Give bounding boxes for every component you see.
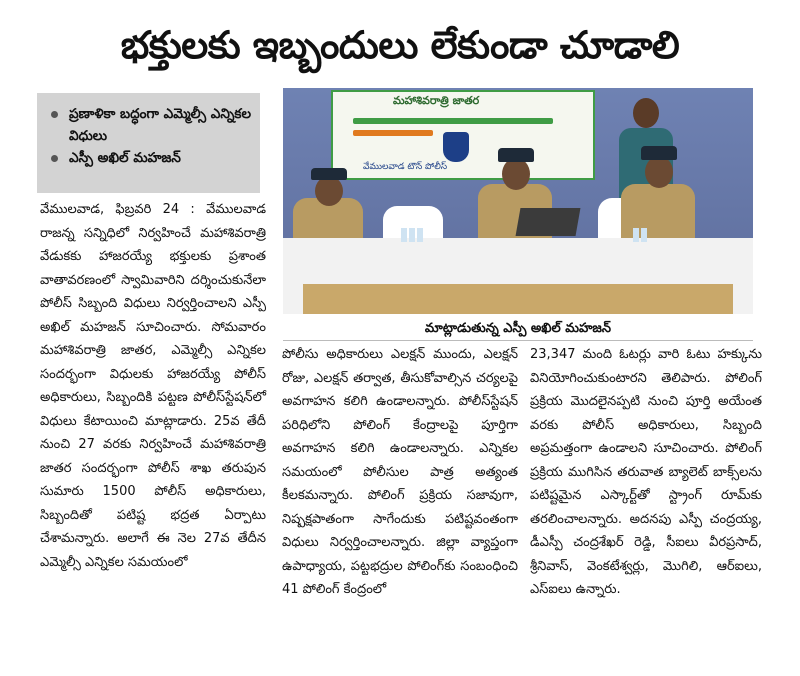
standing-person <box>633 98 659 128</box>
banner-subtext: వేములవాడ టౌన్ పోలీస్ <box>363 162 448 172</box>
water-bottle <box>401 228 407 242</box>
water-bottle <box>409 228 415 242</box>
banner-text: మహాశివరాత్రి జాతర <box>393 94 480 107</box>
article-text: వేములవాడ, ఫిబ్రవరి 24 : వేములవాడ రాజన్న సన్నిధిలో నిర్వహించే మహాశివరాత్రి వేడుకకు హాజరయ్యే భక్తులకు ప్రశాంత వాతావరణంలో స్వామివారిని దర్శించుకునేలా పోలీస్ సిబ్బంది విధులు నిర్వర్తించాలని ఎస్పీ అఖిల్ మహజన్ సూచించారు. సోమవారం మహాశివరాత్రి జాతర, ఎమ్మెల్సీ ఎన్నికల సందర్భంగా విధులకు హాజరయ్యే పోలీస్ అధికారులు, సిబ్బందికి పట్టణ పోలీస్‌స్టేషన్‌లో విధులు కేటాయించి మాట్లాడారు. 25వ తేదీ నుంచి 27 వరకు నిర్వహించే మహాశివరాత్రి జాతర సందర్భంగా పోలీస్ శాఖ తరుపున సుమారు 1500 పోలీస్ అధికారులు, సిబ్బందితో పటిష్ట భద్రత ఏర్పాటు చేశామన్నారు. అలాగే ఈ నెల 27వ తేదీన ఎమ్మెల్సీ ఎన్నికల సమయంలో <box>40 202 266 570</box>
summary-box <box>37 93 260 193</box>
banner-stripe <box>353 130 433 136</box>
table-front <box>303 284 733 314</box>
article-column-2 <box>282 343 518 602</box>
banner-stripe <box>353 118 553 124</box>
water-bottle <box>633 228 639 242</box>
photo-banner <box>331 90 595 180</box>
press-meet-photo <box>283 88 753 314</box>
photo-caption: మాట్లాడుతున్న ఎస్పీ అఖిల్ మహజన్ <box>424 321 612 336</box>
summary-item <box>51 147 254 169</box>
summary-item <box>51 103 254 147</box>
bullet-icon <box>51 111 58 118</box>
water-bottle <box>641 228 647 242</box>
bullet-icon <box>51 155 58 162</box>
laptop <box>516 208 581 236</box>
headline: భక్తులకు ఇబ్బందులు లేకుండా చూడాలి <box>120 23 680 67</box>
article-text: పోలీసు అధికారులు ఎలక్షన్ ముందు, ఎలక్షన్ రోజు, ఎలక్షన్ తర్వాత, తీసుకోవాల్సిన చర్యలపై అవగాహన కలిగి ఉండాలన్నారు. పోలీస్‌స్టేషన్ పరిధిలోని పోలింగ్ కేంద్రాలపై పూర్తిగా అవగాహన కలిగి ఉండాలన్నారు. ఎన్నికల సమయంలో పోలీసుల పాత్ర అత్యంత కీలకమన్నారు. పోలింగ్ ప్రక్రియ సజావుగా, నిష్పక్షపాతంగా సాగేందుకు పటిష్టవంతంగా విధులు నిర్వర్తించాలన్నారు. జిల్లా వ్యాప్తంగా ఉపాధ్యాయ, పట్టభద్రుల పోలింగ్‌కు సంబంధించి 41 పోలింగ్ కేంద్రంలో <box>282 347 518 597</box>
article-column-1 <box>40 198 266 574</box>
summary-item-text: ప్రణాళికా బద్ధంగా ఎమ్మెల్సీ ఎన్నికల విధులు <box>69 106 252 144</box>
water-bottle <box>417 228 423 242</box>
caption-divider <box>283 340 753 341</box>
article-text: 23,347 మంది ఓటర్లు వారి ఓటు హక్కును వినియోగించుకుంటారని తెలిపారు. పోలింగ్ ప్రక్రియ మొదలైనప్పటి నుంచి పూర్తి అయేంత వరకు పోలీస్ అధికారులు, సిబ్బంది అప్రమత్తంగా ఉండాలని సూచించారు. పోలింగ్ ప్రక్రియ ముగిసిన తరువాత బ్యాలెట్ బాక్స్‌లను పటిష్టమైన ఎస్కార్ట్‌తో స్ట్రాంగ్ రూమ్‌కు తరలించాలన్నారు. అదనపు ఎస్పీ చంద్రయ్య, డీఎస్పీ చంద్రశేఖర్ రెడ్డి, సీఐలు వీరప్రసాద్, శ్రీనివాస్, వెంకటేశ్వర్లు, మొగిలి, ఆర్‌ఐలు, ఎస్‌ఐలు ఉన్నారు. <box>530 347 762 597</box>
police-badge-icon <box>443 132 469 162</box>
summary-item-text: ఎస్పీ అఖిల్ మహజన్ <box>69 150 181 166</box>
article-column-3 <box>530 343 762 602</box>
